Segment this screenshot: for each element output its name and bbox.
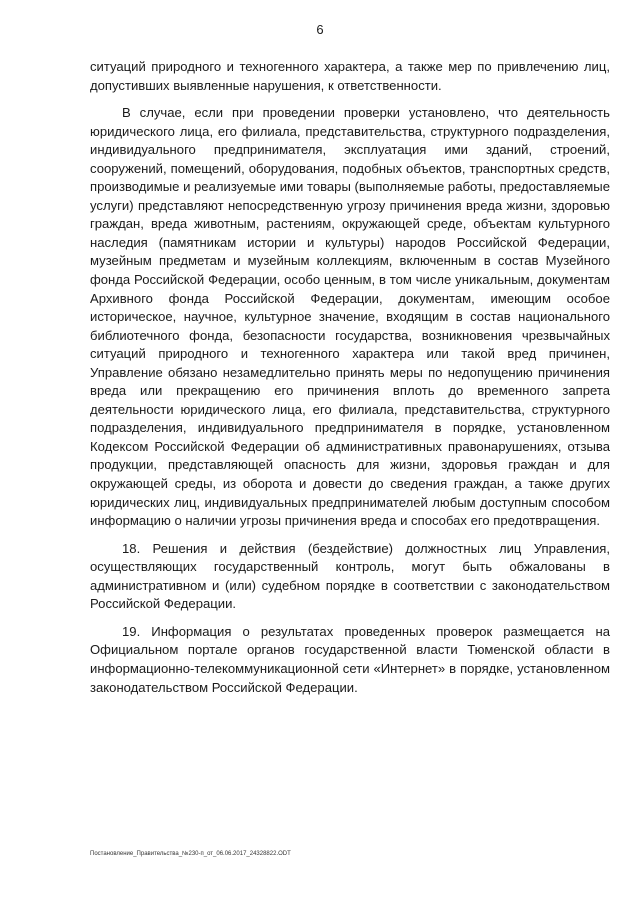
document-footer: Постановление_Правительства_№230-п_от_06.06.2017_24328822.ODT [90,851,291,857]
page-number: 6 [316,22,324,37]
paragraph-item-19: 19. Информация о результатах проведенных проверок размещается на Официальном портале органов государственной власти Тюменской области в информационно-телекоммуникационной сети «Интернет» в порядке, установленном законодательством Российской Федерации. [90,623,610,695]
paragraph-continuation: ситуаций природного и техногенного характера, а также мер по привлечению лиц, допустивших выявленные нарушения, к ответственности. [90,59,610,93]
paragraph-danger-measures: В случае, если при проведении проверки установлено, что деятельность юридического лица, его филиала, представительства, структурного подразделения, индивидуального предпринимателя, эксплуатация ими зданий, строений, сооружений, помещений, оборудования, подобных объектов, транспортных средств, производимые и реализуемые ими товары (выполняемые работы, предоставляемые услуги) представляют непосредственную угрозу причинения вреда жизни, здоровью граждан, вреда животным, растениям, окружающей среде, объектам культурного наследия (памятникам истории и культуры) народов Российской Федерации, музейным предметам и музейным коллекциям, включенным в состав Музейного фонда Российской Федерации, особо ценным, в том числе уникальным, документам Архивного фонда Российской Федерации, документам, имеющим особое историческое, научное, культурное значение, входящим в состав национального библиотечного фонда, безопасности государства, возникновения чрезвычайных ситуаций природного и техногенного характера или такой вред причинен, Управление обязано незамедлительно принять меры по недопущению причинения вреда или прекращению его причинения вплоть до временного запрета деятельности юридического лица, его филиала, представительства, структурного подразделения, индивидуального предпринимателя в порядке, установленном Кодексом Российской Федерации об административных правонарушениях, отзыва продукции, представляющей опасность для жизни, здоровья граждан и для окружающей среды, из оборота и довести до сведения граждан, а также других юридических лиц, индивидуальных предпринимателей любым доступным способом информацию о наличии угрозы причинения вреда и способах его предотвращения. [90,105,610,529]
paragraph-item-18: 18. Решения и действия (бездействие) должностных лиц Управления, осуществляющих государственный контроль, могут быть обжалованы в административном и (или) судебном порядке в соответствии с законодательством Российской Федерации. [90,540,610,612]
document-body [90,58,610,697]
